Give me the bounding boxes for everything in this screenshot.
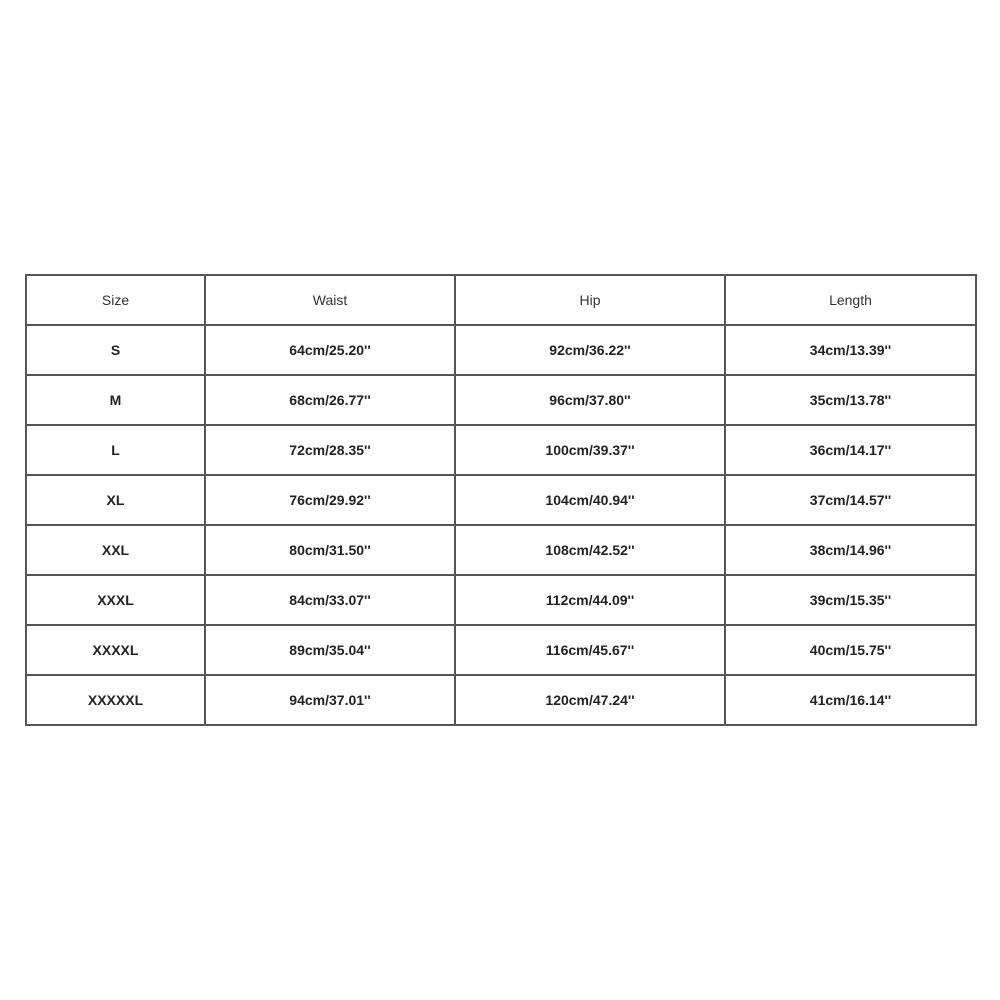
cell-hip: 112cm/44.09'' — [455, 575, 725, 625]
cell-hip: 96cm/37.80'' — [455, 375, 725, 425]
cell-size: S — [26, 325, 205, 375]
header-hip: Hip — [455, 275, 725, 325]
cell-waist: 68cm/26.77'' — [205, 375, 455, 425]
table-row — [26, 575, 976, 625]
cell-waist: 80cm/31.50'' — [205, 525, 455, 575]
cell-size: XXXXL — [26, 625, 205, 675]
cell-length: 36cm/14.17'' — [725, 425, 976, 475]
cell-hip: 104cm/40.94'' — [455, 475, 725, 525]
cell-hip: 120cm/47.24'' — [455, 675, 725, 725]
cell-waist: 64cm/25.20'' — [205, 325, 455, 375]
cell-waist: 84cm/33.07'' — [205, 575, 455, 625]
cell-waist: 76cm/29.92'' — [205, 475, 455, 525]
table-row — [26, 475, 976, 525]
header-size: Size — [26, 275, 205, 325]
cell-size: XL — [26, 475, 205, 525]
cell-length: 38cm/14.96'' — [725, 525, 976, 575]
cell-waist: 89cm/35.04'' — [205, 625, 455, 675]
cell-hip: 100cm/39.37'' — [455, 425, 725, 475]
header-row — [26, 275, 976, 325]
table-row — [26, 375, 976, 425]
cell-waist: 94cm/37.01'' — [205, 675, 455, 725]
table-row — [26, 625, 976, 675]
header-waist: Waist — [205, 275, 455, 325]
table-row — [26, 425, 976, 475]
size-chart-table — [25, 274, 977, 726]
cell-size: M — [26, 375, 205, 425]
cell-waist: 72cm/28.35'' — [205, 425, 455, 475]
cell-size: L — [26, 425, 205, 475]
cell-length: 34cm/13.39'' — [725, 325, 976, 375]
cell-hip: 116cm/45.67'' — [455, 625, 725, 675]
table-body — [26, 325, 976, 725]
cell-length: 39cm/15.35'' — [725, 575, 976, 625]
cell-size: XXL — [26, 525, 205, 575]
cell-length: 41cm/16.14'' — [725, 675, 976, 725]
table-header — [26, 275, 976, 325]
table-row — [26, 525, 976, 575]
table-row — [26, 675, 976, 725]
table-row — [26, 325, 976, 375]
cell-hip: 92cm/36.22'' — [455, 325, 725, 375]
cell-size: XXXL — [26, 575, 205, 625]
cell-hip: 108cm/42.52'' — [455, 525, 725, 575]
cell-length: 37cm/14.57'' — [725, 475, 976, 525]
header-length: Length — [725, 275, 976, 325]
cell-size: XXXXXL — [26, 675, 205, 725]
cell-length: 40cm/15.75'' — [725, 625, 976, 675]
cell-length: 35cm/13.78'' — [725, 375, 976, 425]
